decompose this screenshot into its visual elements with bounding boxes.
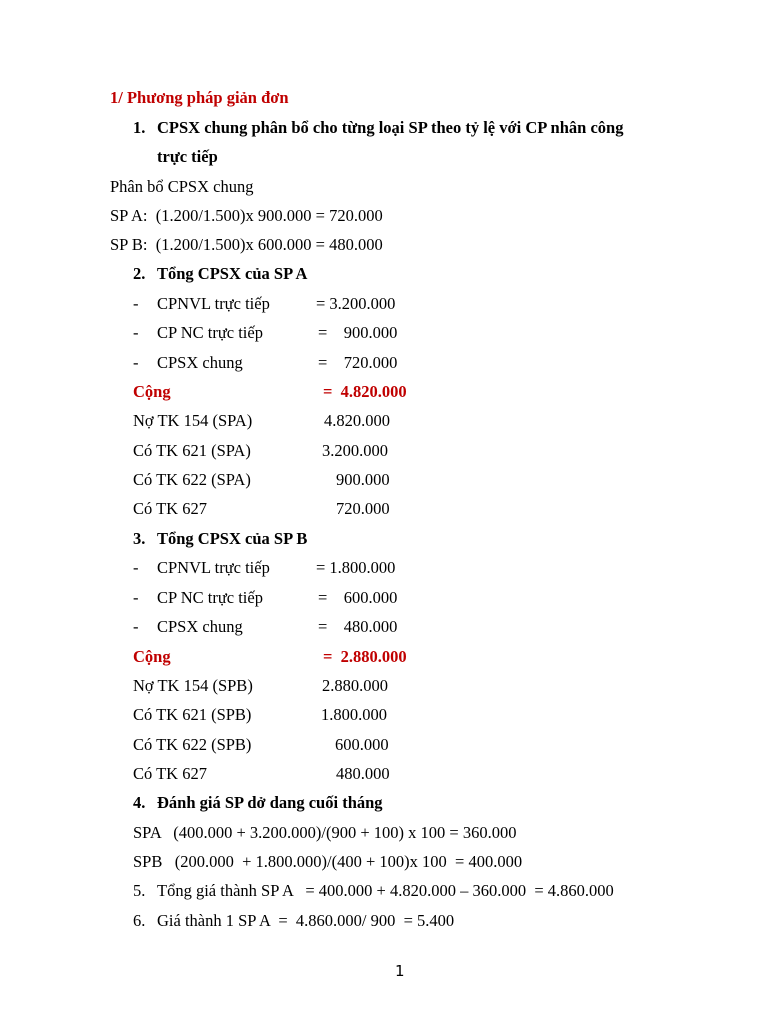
journal-account: Có TK 622 (SPA) bbox=[133, 470, 251, 489]
allocation-intro: Phân bổ CPSX chung bbox=[110, 177, 254, 196]
total-cost-spa: Tổng giá thành SP A = 400.000 + 4.820.000 – 360.000 = 4.860.000 bbox=[157, 881, 614, 900]
journal-account: Có TK 627 bbox=[133, 764, 207, 783]
journal-account: Nợ TK 154 (SPB) bbox=[133, 676, 253, 695]
cost-item-value: = 1.800.000 bbox=[316, 558, 396, 577]
cost-item-value: = 720.000 bbox=[318, 353, 398, 372]
item-title-3: Tổng CPSX của SP B bbox=[157, 529, 308, 548]
item-number-5: 5. bbox=[133, 881, 146, 900]
item-number-1: 1. bbox=[133, 118, 146, 137]
cost-item-label: CP NC trực tiếp bbox=[157, 588, 263, 607]
wip-spa: SPA (400.000 + 3.200.000)/(900 + 100) x 100 = 360.000 bbox=[133, 823, 517, 842]
journal-amount: 900.000 bbox=[336, 470, 390, 489]
journal-account: Nợ TK 154 (SPA) bbox=[133, 411, 253, 430]
list-dash: - bbox=[133, 353, 139, 372]
item-title-2: Tổng CPSX của SP A bbox=[157, 264, 308, 283]
item-title-4: Đánh giá SP dở dang cuối tháng bbox=[157, 793, 383, 812]
item-number-3: 3. bbox=[133, 529, 146, 548]
cost-item-label: CPSX chung bbox=[157, 617, 243, 636]
journal-amount: 1.800.000 bbox=[321, 705, 387, 724]
cost-item-value: = 600.000 bbox=[318, 588, 398, 607]
journal-amount: 2.880.000 bbox=[322, 676, 388, 695]
list-dash: - bbox=[133, 617, 139, 636]
allocation-spa: SP A: (1.200/1.500)x 900.000 = 720.000 bbox=[110, 206, 383, 225]
list-dash: - bbox=[133, 558, 139, 577]
journal-account: Có TK 621 (SPB) bbox=[133, 705, 252, 724]
journal-account: Có TK 621 (SPA) bbox=[133, 441, 251, 460]
list-dash: - bbox=[133, 323, 139, 342]
journal-account: Có TK 622 (SPB) bbox=[133, 735, 252, 754]
section-heading: 1/ Phương pháp giản đơn bbox=[110, 88, 289, 107]
total-value: = 2.880.000 bbox=[323, 647, 407, 666]
cost-item-value: = 3.200.000 bbox=[316, 294, 396, 313]
cost-item-label: CPNVL trực tiếp bbox=[157, 558, 270, 577]
cost-item-value: = 480.000 bbox=[318, 617, 398, 636]
item-title-1-line2: trực tiếp bbox=[157, 147, 218, 166]
cost-item-label: CPNVL trực tiếp bbox=[157, 294, 270, 313]
journal-amount: 4.820.000 bbox=[324, 411, 390, 430]
total-label: Cộng bbox=[133, 382, 171, 401]
cost-item-label: CP NC trực tiếp bbox=[157, 323, 263, 342]
list-dash: - bbox=[133, 294, 139, 313]
list-dash: - bbox=[133, 588, 139, 607]
journal-amount: 480.000 bbox=[336, 764, 390, 783]
allocation-spb: SP B: (1.200/1.500)x 600.000 = 480.000 bbox=[110, 235, 383, 254]
journal-amount: 600.000 bbox=[335, 735, 389, 754]
total-label: Cộng bbox=[133, 647, 171, 666]
wip-spb: SPB (200.000 + 1.800.000)/(400 + 100)x 100 = 400.000 bbox=[133, 852, 523, 871]
cost-item-value: = 900.000 bbox=[318, 323, 398, 342]
cost-item-label: CPSX chung bbox=[157, 353, 243, 372]
journal-amount: 3.200.000 bbox=[322, 441, 388, 460]
item-number-4: 4. bbox=[133, 793, 146, 812]
journal-account: Có TK 627 bbox=[133, 499, 207, 518]
item-number-2: 2. bbox=[133, 264, 146, 283]
total-value: = 4.820.000 bbox=[323, 382, 407, 401]
journal-amount: 720.000 bbox=[336, 499, 390, 518]
item-title-1-line1: CPSX chung phân bổ cho từng loại SP theo tỷ lệ với CP nhân công bbox=[157, 118, 624, 137]
item-number-6: 6. bbox=[133, 911, 146, 930]
page-number: 1 bbox=[395, 962, 405, 980]
unit-cost-spa: Giá thành 1 SP A = 4.860.000/ 900 = 5.400 bbox=[157, 911, 455, 930]
